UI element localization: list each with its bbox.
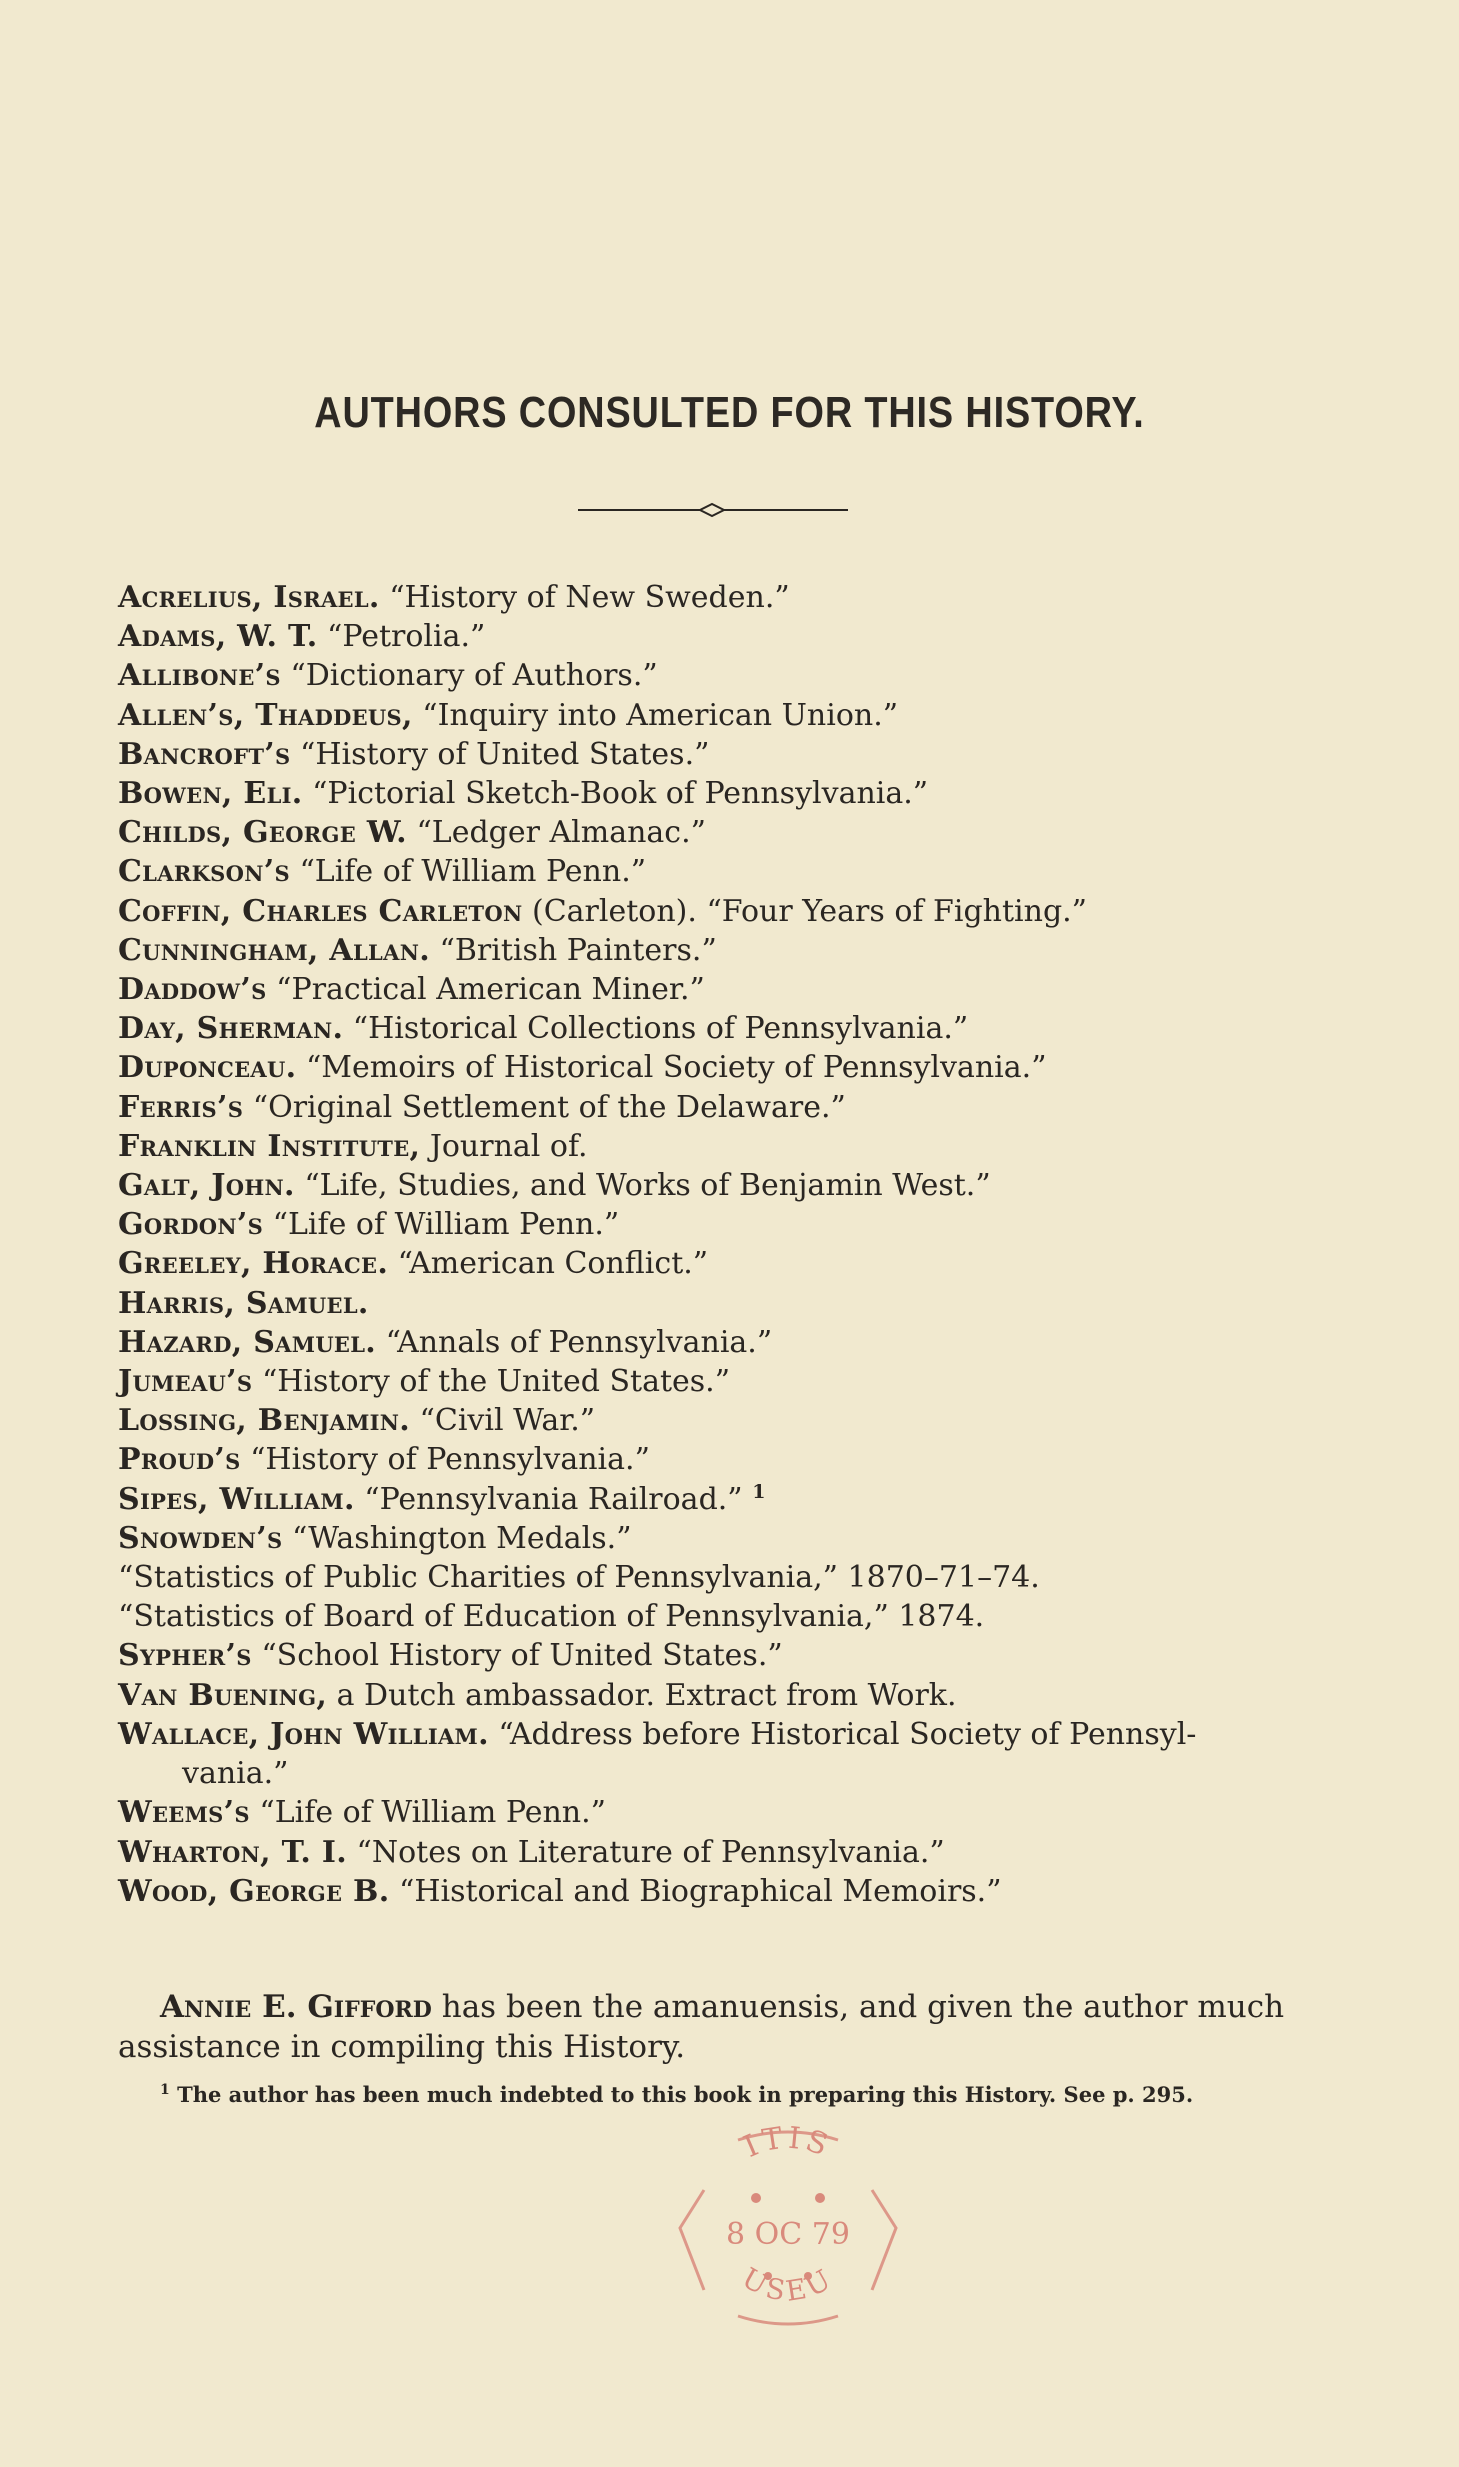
author-entry bbox=[118, 1127, 1348, 1166]
author-entry bbox=[118, 656, 1348, 695]
work-title: “Annals of Pennsylvania.” bbox=[385, 1324, 773, 1360]
author-name: Harris, Samuel. bbox=[118, 1285, 369, 1321]
work-title: “History of the United States.” bbox=[261, 1364, 731, 1400]
author-name: Bowen, Eli. bbox=[118, 776, 303, 812]
author-entry bbox=[118, 1480, 1348, 1519]
library-stamp bbox=[668, 2110, 908, 2346]
author-name: Coffin, Charles Carleton bbox=[118, 893, 523, 929]
author-entry bbox=[118, 1597, 1348, 1636]
author-entry bbox=[118, 735, 1348, 774]
work-title: “School History of United States.” bbox=[261, 1638, 783, 1674]
work-title: “Memoirs of Historical Society of Pennsylvania.” bbox=[305, 1050, 1047, 1086]
author-entry bbox=[118, 1244, 1348, 1283]
author-name: Galt, John. bbox=[118, 1168, 295, 1204]
author-entry bbox=[118, 813, 1348, 852]
author-entry bbox=[118, 1872, 1348, 1911]
author-name: Wharton, T. I. bbox=[118, 1834, 347, 1870]
work-title: “Dictionary of Authors.” bbox=[290, 658, 658, 694]
author-name: Wood, George B. bbox=[118, 1873, 390, 1909]
author-name: Daddow’s bbox=[118, 972, 267, 1008]
work-title: “Historical Collections of Pennsylvania.” bbox=[352, 1011, 969, 1047]
acknowledgement-name: Annie E. Gifford bbox=[160, 1989, 432, 2025]
author-name: Franklin Institute, bbox=[118, 1128, 421, 1164]
work-title: “Life of William Penn.” bbox=[299, 854, 647, 890]
work-title: “Historical and Biographical Memoirs.” bbox=[398, 1873, 1002, 1909]
author-name: Acrelius, Israel. bbox=[118, 580, 380, 615]
stamp-bottom-text: USEU bbox=[736, 2261, 840, 2308]
author-name: Adams, W. T. bbox=[118, 619, 318, 655]
author-entry bbox=[118, 931, 1348, 970]
author-entry bbox=[118, 696, 1348, 735]
author-name: Lossing, Benjamin. bbox=[118, 1403, 410, 1439]
work-title: “Petrolia.” bbox=[327, 619, 486, 655]
author-name: Snowden’s bbox=[118, 1520, 283, 1556]
authors-list bbox=[118, 578, 1348, 1911]
work-title: “Practical American Miner.” bbox=[276, 972, 705, 1008]
work-title: “Washington Medals.” bbox=[292, 1520, 632, 1556]
author-entry bbox=[118, 1088, 1348, 1127]
author-name: Allen’s, Thaddeus, bbox=[118, 697, 413, 733]
footnote-marker: 1 bbox=[160, 2082, 170, 2098]
author-name: Day, Sherman. bbox=[118, 1011, 344, 1047]
author-name: Bancroft’s bbox=[118, 736, 291, 772]
author-entry bbox=[118, 892, 1348, 931]
author-name: Wallace, John William. bbox=[118, 1716, 489, 1752]
title-ornament-rule bbox=[578, 498, 848, 522]
author-entry bbox=[118, 970, 1348, 1009]
author-entry bbox=[118, 1558, 1348, 1597]
work-title: “Address before Historical Society of Pennsyl- bbox=[498, 1716, 1197, 1752]
acknowledgement-text: has been the amanuensis, and given the author much assistance in compiling this History. bbox=[118, 1989, 1285, 2065]
author-name: Allibone’s bbox=[118, 658, 281, 694]
author-name: Gordon’s bbox=[118, 1207, 264, 1243]
acknowledgement-paragraph bbox=[118, 1987, 1328, 2067]
author-entry bbox=[118, 1833, 1348, 1872]
author-entry bbox=[118, 1048, 1348, 1087]
work-title: “Pennsylvania Railroad.” bbox=[364, 1481, 743, 1517]
author-entry bbox=[118, 1401, 1348, 1440]
author-name: Childs, George W. bbox=[118, 815, 407, 851]
author-name: Duponceau. bbox=[118, 1050, 297, 1086]
work-title: “Life of William Penn.” bbox=[259, 1795, 606, 1831]
work-title: “American Conflict.” bbox=[397, 1246, 709, 1282]
author-entry bbox=[118, 1362, 1348, 1401]
work-title-continuation: vania.” bbox=[182, 1756, 289, 1792]
author-name: Jumeau’s bbox=[118, 1364, 253, 1400]
work-title: “Notes on Literature of Pennsylvania.” bbox=[356, 1834, 945, 1870]
author-entry bbox=[118, 1323, 1348, 1362]
work-title: “Life, Studies, and Works of Benjamin West.” bbox=[304, 1168, 991, 1204]
work-title: “Inquiry into American Union.” bbox=[422, 697, 899, 733]
work-title: “History of United States.” bbox=[300, 736, 710, 772]
author-entry bbox=[118, 1715, 1348, 1793]
author-entry bbox=[118, 1793, 1348, 1832]
work-title: “Statistics of Public Charities of Pennsylvania,” 1870–71–74. bbox=[118, 1560, 1040, 1596]
work-title: “Life of William Penn.” bbox=[272, 1207, 620, 1243]
work-title: (Carleton). “Four Years of Fighting.” bbox=[532, 893, 1088, 929]
author-name: Weems’s bbox=[118, 1795, 250, 1831]
work-title: “British Painters.” bbox=[439, 932, 717, 968]
author-name: Sipes, William. bbox=[118, 1481, 355, 1517]
author-name: Greeley, Horace. bbox=[118, 1246, 389, 1282]
author-entry bbox=[118, 578, 1348, 617]
work-title: Journal of. bbox=[429, 1128, 588, 1164]
work-title: “History of New Sweden.” bbox=[389, 580, 790, 615]
work-title: “Statistics of Board of Education of Pennsylvania,” 1874. bbox=[118, 1599, 985, 1635]
author-name: Hazard, Samuel. bbox=[118, 1324, 377, 1360]
author-entry bbox=[118, 1166, 1348, 1205]
author-entry bbox=[118, 1284, 1348, 1323]
work-title: “Original Settlement of the Delaware.” bbox=[252, 1089, 846, 1125]
author-entry bbox=[118, 1636, 1348, 1675]
author-name: Cunningham, Allan. bbox=[118, 932, 430, 968]
author-name: Ferris’s bbox=[118, 1089, 244, 1125]
footnote bbox=[160, 2082, 1350, 2107]
author-entry bbox=[118, 1009, 1348, 1048]
author-name: Van Buening, bbox=[118, 1677, 328, 1713]
author-entry bbox=[118, 1440, 1348, 1479]
work-title: “Civil War.” bbox=[419, 1403, 596, 1439]
work-title: “Pictorial Sketch-Book of Pennsylvania.” bbox=[312, 776, 929, 812]
footnote-reference: 1 bbox=[752, 1480, 766, 1503]
author-entry bbox=[118, 774, 1348, 813]
author-entry bbox=[118, 852, 1348, 891]
author-name: Clarkson’s bbox=[118, 854, 290, 890]
author-name: Sypher’s bbox=[118, 1638, 252, 1674]
author-name: Proud’s bbox=[118, 1442, 241, 1478]
footnote-text: The author has been much indebted to this book in preparing this History. See p. 295. bbox=[177, 2082, 1194, 2107]
work-title: “Ledger Almanac.” bbox=[416, 815, 706, 851]
author-entry bbox=[118, 1519, 1348, 1558]
work-title: “History of Pennsylvania.” bbox=[250, 1442, 650, 1478]
author-entry bbox=[118, 617, 1348, 656]
author-entry bbox=[118, 1676, 1348, 1715]
stamp-top-text: ITIS bbox=[738, 2120, 837, 2165]
stamp-date: 8 OC 79 bbox=[726, 2217, 850, 2252]
page-title: AUTHORS CONSULTED FOR THIS HISTORY. bbox=[314, 388, 1145, 437]
author-entry bbox=[118, 1205, 1348, 1244]
work-title: a Dutch ambassador. Extract from Work. bbox=[336, 1677, 957, 1713]
